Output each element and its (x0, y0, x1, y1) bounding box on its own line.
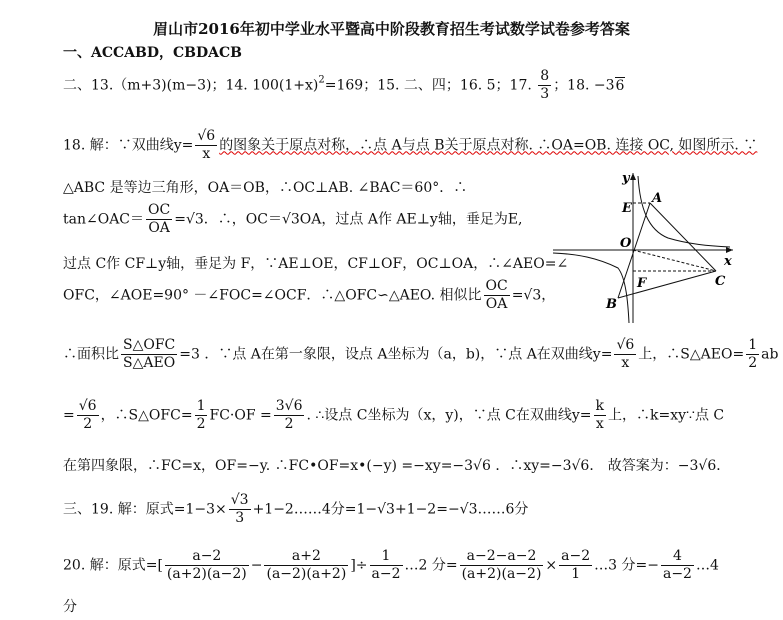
frac-area: $\frac{\text{S△OFC}}{\text{S△AEO}}$ (123, 337, 176, 371)
q18-line6: ∴面积比 $\frac{\text{S△OFC}}{\text{S△AEO}}$ =3 ．∵点 A在第一象限，设点 A坐标为（a，b)，∵点 A在双曲线y= $\frac{√6}{x}$ 上，∴S△AEO= $\frac{1}{2}$ ab (63, 337, 779, 371)
hyperbola-branch-2 (553, 253, 629, 323)
q18-line8: 在第四象限，∴FC=x，OF=−y. ∴FC•OF=x•(−y) =−xy=−3√6 ．∴xy=−3√6． 故答案为：−3√6． (63, 458, 731, 474)
fill-sup: 2 (318, 74, 325, 86)
frac-half: $\frac{1}{2}$ (748, 337, 758, 371)
label-o: O (620, 236, 632, 251)
sqrt-18: 6 (615, 77, 625, 94)
frac-oc-oa: $\frac{OC}{OA}$ (148, 202, 171, 236)
label-y: y (622, 171, 630, 186)
page-title: 眉山市2016年初中学业水平暨高中阶段教育招生考试数学试卷参考答案 (153, 20, 630, 38)
fill-text-2: =169；15. 二、四；16. 5；17. (324, 77, 532, 94)
label-b: B (606, 297, 617, 312)
q19: 三、19. 解：原式=1−3× $\frac{√3}{3}$ +1−2……4分=1−√3+1−2=−√3……6分 (63, 492, 529, 526)
answers-fill (63, 68, 625, 103)
label-x: x (724, 254, 732, 269)
fill-text-3: ；18. −3 (553, 77, 615, 94)
q18-line3: tan∠OAC＝ $\frac{OC}{OA}$ =√3．∴，OC＝√3OA，过点 A作 AE⊥y轴，垂足为E, (63, 202, 523, 236)
hyperbola-figure (548, 168, 738, 328)
frac-sqrt6-x: $\frac{√6}{x}$ (197, 128, 216, 162)
fill-text-1: 二、13.（m+3)(m−3)；14. 100(1+x) (63, 77, 319, 94)
answers-choice: 一、ACCABD，CBDACB (63, 45, 242, 61)
label-a: A (652, 191, 663, 206)
q18-line7: = $\frac{√6}{2}$ ，∴S△OFC= $\frac{1}{2}$ FC·OF = $\frac{3√6}{2}$ . ∴设点 C坐标为（x，y)，∵点 C在双曲线y= $\frac{k}{x}$ 上，∴k=xy∵点 C (63, 398, 725, 432)
segment-oc (633, 250, 716, 271)
label-e: E (622, 201, 632, 216)
q18-line1: 18. 解：∵双曲线y= $\frac{√6}{x}$ 的图象关于原点对称，∴点 A与点 B关于原点对称. ∴OA=OB. 连接 OC, 如图所示. ∵ (63, 128, 758, 162)
q18-line4: 过点 C作 CF⊥y轴，垂足为 F，∵AE⊥OE，CF⊥OF，OC⊥OA，∴∠AEO=∠ (63, 256, 569, 272)
q18-line5: OFC，∠AOE=90° －∠FOC=∠OCF．∴△OFC∽△AEO. 相似比 $\frac{OC}{OA}$ =√3， (63, 278, 556, 312)
q20-end: 分 (63, 599, 77, 615)
frac-ratio: $\frac{OC}{OA}$ (485, 278, 508, 312)
q18-line2: △ABC 是等边三角形，OA＝OB，∴OC⊥AB. ∠BAC＝60°．∴ (63, 180, 468, 196)
segment-ac (650, 203, 716, 271)
label-c: C (715, 274, 726, 289)
frac-hyper: $\frac{√6}{x}$ (616, 337, 635, 371)
q20: 20. 解：原式=[ $\frac{a-2}{(a+2)(a-2)}$ − $\frac{a+2}{(a-2)(a+2)}$ ]÷ $\frac{1}{a-2}$ …2 分= $\frac{a-2-a-2}{(a+2)(a-2)}$ × $\frac{a-2}{1}$ …3 分=− $\frac{4}{a-2}$ …4 (63, 548, 719, 582)
frac-17: $\frac{8}{3}$ (540, 68, 550, 102)
hyperbola-branch-1 (638, 176, 730, 247)
label-f: F (637, 276, 647, 291)
